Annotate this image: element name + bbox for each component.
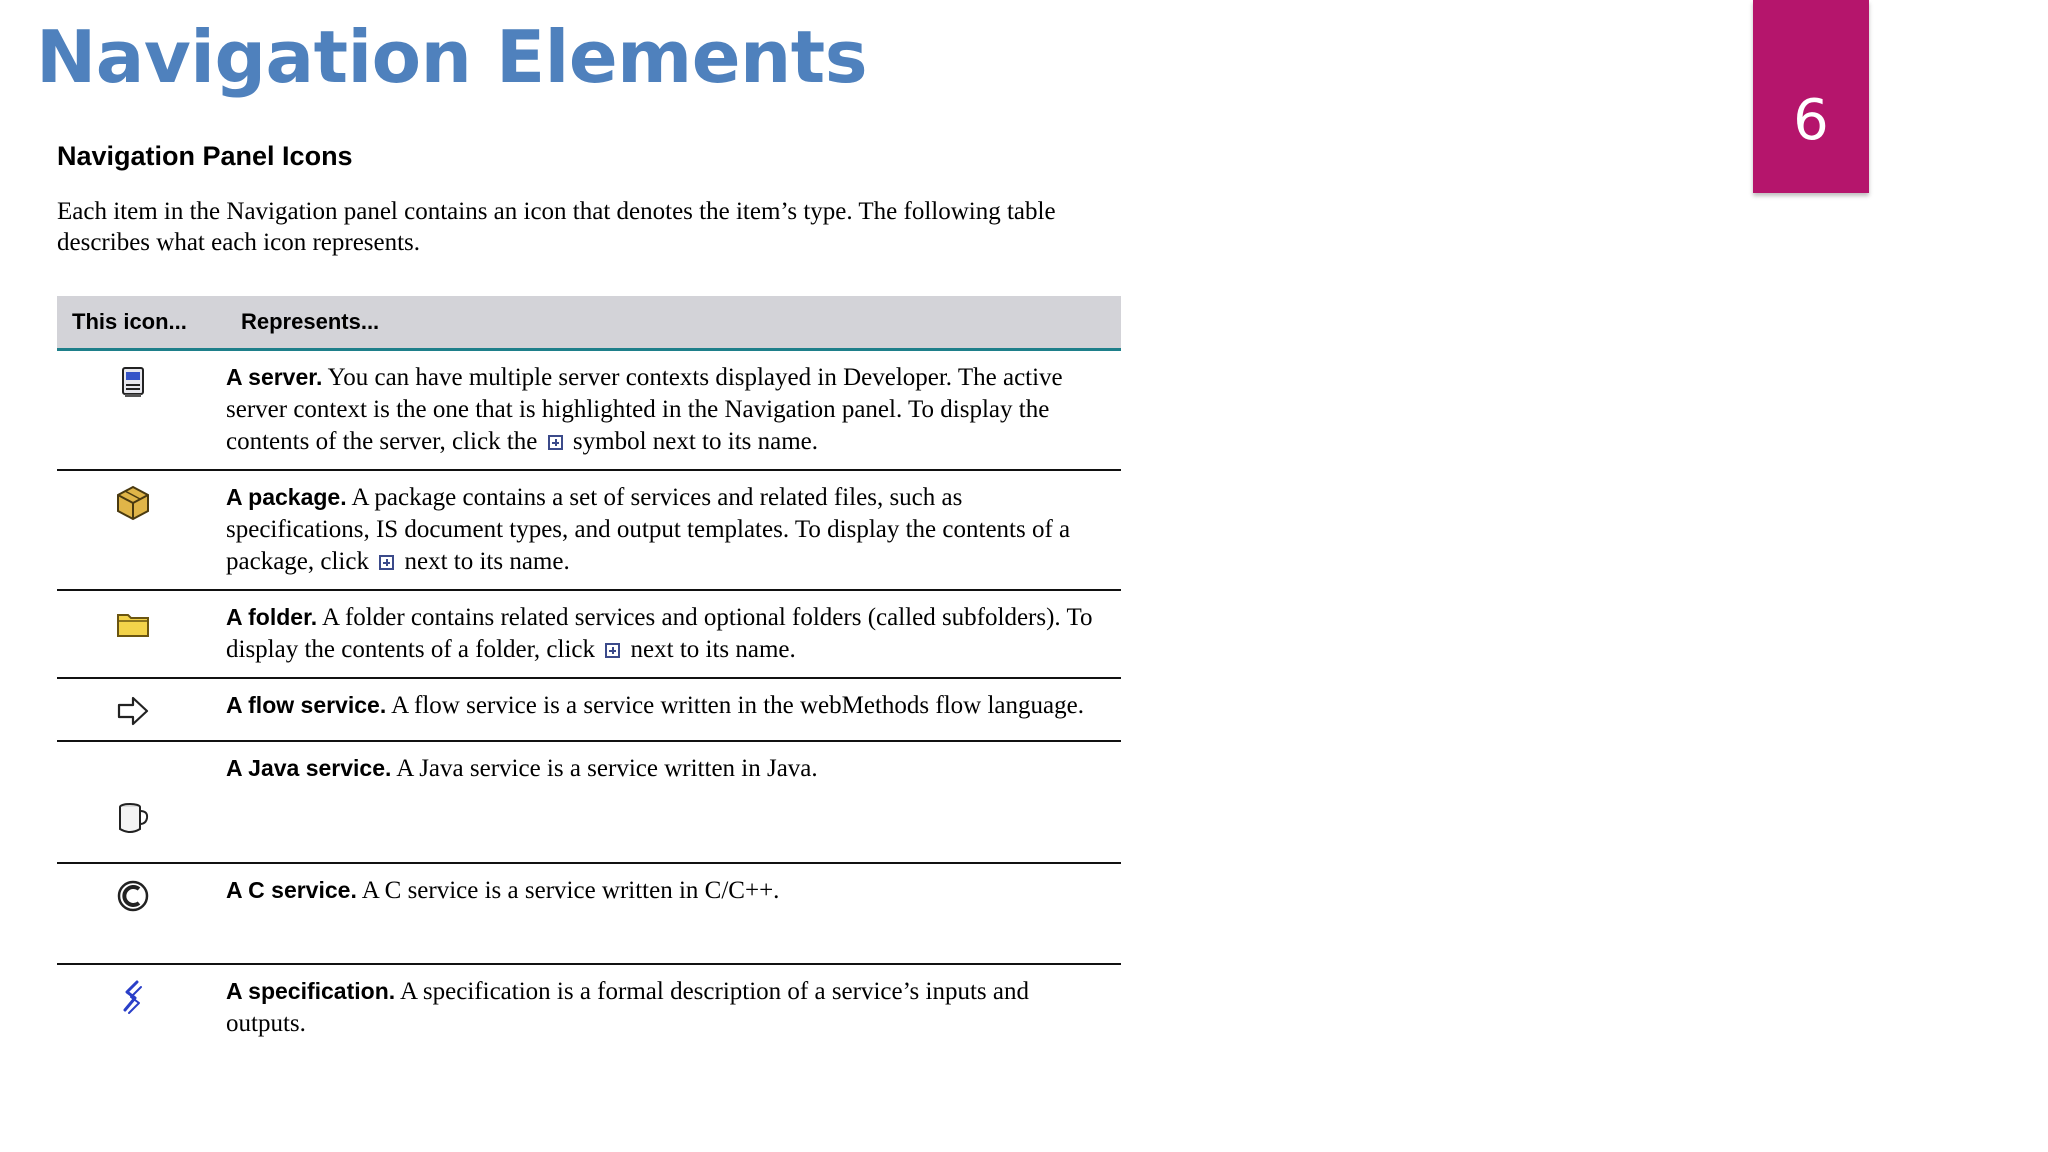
row-term: A server. xyxy=(226,363,323,390)
row-description xyxy=(226,863,1121,964)
expand-plus-icon xyxy=(605,643,620,658)
row-term: A C service. xyxy=(226,876,357,903)
row-term: A specification. xyxy=(226,977,396,1004)
column-header-represents: Represents... xyxy=(226,296,1121,350)
table-row xyxy=(57,863,1121,964)
row-term: A Java service. xyxy=(226,754,392,781)
table-row xyxy=(57,349,1121,470)
page-number-tab xyxy=(1753,0,1869,193)
row-description xyxy=(226,349,1121,470)
table-row xyxy=(57,964,1121,1051)
table-row xyxy=(57,470,1121,590)
row-term: A package. xyxy=(226,483,347,510)
java-cup-icon xyxy=(113,798,153,838)
intro-paragraph: Each item in the Navigation panel contains an icon that denotes the item’s type. The following table describes what each icon represents. xyxy=(57,197,1056,256)
table-header-row xyxy=(57,296,1121,350)
table-row xyxy=(57,741,1121,863)
c-service-icon xyxy=(113,876,153,916)
row-text: A folder contains related services and optional folders (called subfolders). To display the contents of a folder, click xyxy=(226,603,1093,663)
document-excerpt xyxy=(57,138,1121,1051)
row-description xyxy=(226,741,1121,863)
row-description xyxy=(226,678,1121,741)
row-text: A Java service is a service written in Java. xyxy=(391,754,818,782)
server-icon xyxy=(113,363,153,403)
package-icon xyxy=(113,483,153,523)
row-text-end: next to its name. xyxy=(398,547,570,575)
row-text: A C service is a service written in C/C++. xyxy=(356,876,780,904)
table-row xyxy=(57,590,1121,678)
section-heading: Navigation Panel Icons xyxy=(57,141,353,171)
expand-plus-icon xyxy=(379,555,394,570)
table-row xyxy=(57,678,1121,741)
slide-title: Navigation Elements xyxy=(36,15,868,99)
row-term: A folder. xyxy=(226,603,318,630)
row-text: A package contains a set of services and related files, such as specifications, IS document types, and output templates. To display the contents of a package, click xyxy=(226,483,1071,575)
row-term: A flow service. xyxy=(226,691,387,718)
row-text: You can have multiple server contexts displayed in Developer. The active server context is the one that is highlighted in the Navigation panel. To display the contents of the server, click the xyxy=(226,363,1063,455)
icon-table xyxy=(57,296,1121,1051)
flow-arrow-icon xyxy=(113,691,153,731)
folder-icon xyxy=(113,603,153,643)
page-number: 6 xyxy=(1793,88,1829,153)
column-header-icon: This icon... xyxy=(57,296,226,350)
specification-icon xyxy=(113,977,153,1017)
row-text: A flow service is a service written in the webMethods flow language. xyxy=(386,691,1084,719)
expand-plus-icon xyxy=(548,435,563,450)
row-text: A specification is a formal description of a service’s inputs and outputs. xyxy=(226,977,1030,1037)
row-text-end: next to its name. xyxy=(624,635,796,663)
row-text-end: symbol next to its name. xyxy=(566,427,819,455)
row-description xyxy=(226,964,1121,1051)
row-description xyxy=(226,470,1121,590)
row-description xyxy=(226,590,1121,678)
